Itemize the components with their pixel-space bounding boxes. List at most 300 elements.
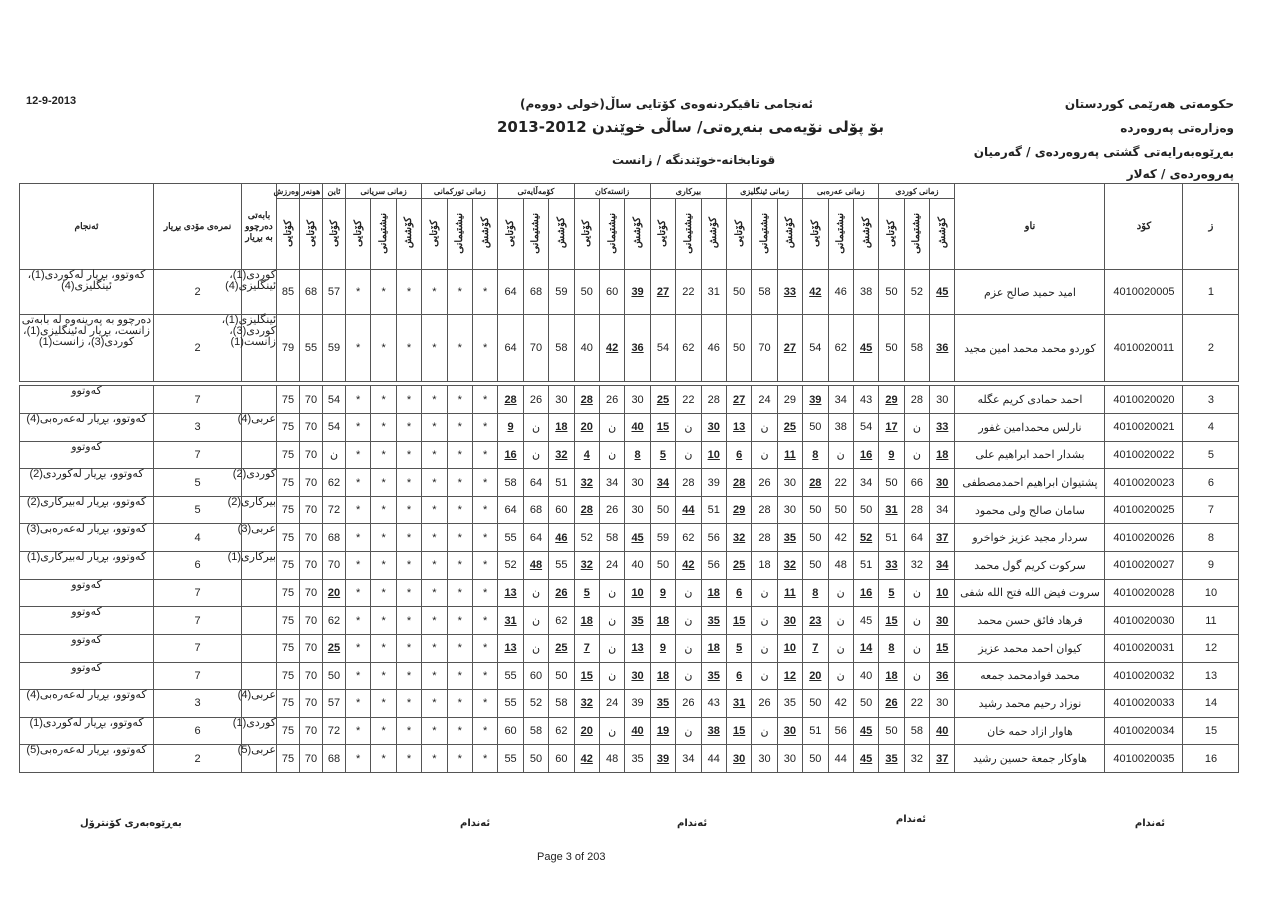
grade-cell: 28 [752,524,777,552]
grade-cell: * [371,270,396,315]
grade-cell: ن [752,607,777,635]
grade-cell: * [346,469,371,497]
row-seq: 6 [1183,469,1239,497]
row-result: كەوتوو [20,386,154,414]
grade-cell: 59 [323,315,346,382]
grade-cell: 30 [625,496,650,524]
grade-cell: * [472,441,497,469]
grade-cell: * [396,690,421,718]
grade-cell: 32 [574,552,599,580]
grade-cell: 29 [879,386,904,414]
grade-cell: 28 [904,496,929,524]
grade-cell: 9 [498,414,523,442]
signature-control-manager: بەڕێوەبەری كۆنترۆل [80,818,182,829]
row-result: دەرچوو بە پەرینەوە لە بابەتی زانست، بڕیار لەئینگلیزی(1)، كوردی(3)، زانست(1) [20,315,154,382]
grade-cell: 43 [701,690,726,718]
table-row [20,414,1239,442]
grade-cell: 39 [803,386,828,414]
row-decision-number: 7 [154,607,242,635]
grade-cell: 75 [277,496,300,524]
grade-cell: 5 [879,579,904,607]
grade-cell: * [422,552,447,580]
row-decision-number: 2 [154,270,242,315]
grade-cell: 62 [828,315,853,382]
grade-cell: 32 [574,469,599,497]
row-seq: 10 [1183,579,1239,607]
grade-cell: * [346,552,371,580]
row-name: سركوت كريم گول محمد [955,552,1105,580]
grade-cell: 51 [803,717,828,745]
col-sub-0: كۆشش [396,199,421,270]
grade-cell: 40 [853,662,878,690]
grade-cell: 75 [277,414,300,442]
signature-member-3: ئەندام [677,818,708,829]
grade-cell: * [422,414,447,442]
grade-cell: ن [828,607,853,635]
grade-cell: 32 [574,690,599,718]
grade-cell: 30 [777,607,802,635]
grade-cell: 48 [599,745,624,773]
grade-cell: 34 [853,469,878,497]
grade-cell: * [396,441,421,469]
grade-cell: 75 [277,634,300,662]
row-result: كەوتوو [20,607,154,635]
grade-cell: 20 [574,414,599,442]
grade-cell: 50 [803,524,828,552]
grade-cell: 64 [498,496,523,524]
row-code: 4010020027 [1105,552,1183,580]
grade-cell: 55 [498,690,523,718]
grade-cell: ن [752,441,777,469]
row-code: 4010020035 [1105,745,1183,773]
row-seq: 11 [1183,607,1239,635]
grade-cell: 15 [879,607,904,635]
grade-cell: 30 [625,662,650,690]
grade-cell: 7 [803,634,828,662]
grade-cell: 59 [549,270,574,315]
grade-cell: * [371,552,396,580]
grade-cell: 18 [752,552,777,580]
row-decision-number: 7 [154,386,242,414]
row-decision-number: 7 [154,579,242,607]
row-name: بشدار احمد ابراهيم علی [955,441,1105,469]
grade-cell: 8 [879,634,904,662]
grade-cell: 50 [879,717,904,745]
grade-cell: 58 [549,690,574,718]
grade-cell: * [472,717,497,745]
grade-cell: ن [904,414,929,442]
grade-cell: * [396,662,421,690]
grade-cell: ن [904,634,929,662]
row-decision-number: 3 [154,690,242,718]
grade-cell: * [346,524,371,552]
grade-cell: 56 [701,552,726,580]
table-row [20,662,1239,690]
row-decision-number: 3 [154,414,242,442]
grade-cell: ن [828,634,853,662]
grade-cell: ن [523,414,548,442]
col-code: كۆد [1105,184,1183,270]
grade-cell: * [447,414,472,442]
grade-cell: 40 [625,414,650,442]
row-result: كەوتوو، بڕیار لەعەرەبی(3) [20,524,154,552]
grade-cell: 45 [853,315,878,382]
grade-cell: * [447,496,472,524]
grade-cell: 70 [300,745,323,773]
grade-cell: 30 [777,469,802,497]
grade-cell: * [396,386,421,414]
col-sub-0: كۆشش [777,199,802,270]
grade-cell: 8 [803,579,828,607]
col-sub-2: كۆتایی [346,199,371,270]
grade-cell: 9 [879,441,904,469]
grade-cell: * [422,270,447,315]
grade-cell: ن [676,607,701,635]
col-subject: هونەر [300,184,323,199]
grade-cell: 18 [701,579,726,607]
table-row [20,607,1239,635]
grade-cell: 30 [701,414,726,442]
grade-cell: 45 [853,745,878,773]
grade-cell: 35 [701,662,726,690]
grade-cell: * [472,315,497,382]
col-sub-1: نیشتیمانی [676,199,701,270]
grade-cell: 4 [574,441,599,469]
col-sub-2: كۆتایی [803,199,828,270]
grade-cell: 40 [574,315,599,382]
ministry-name: وەزارەتی پەروەردە [1120,121,1234,135]
row-seq: 12 [1183,634,1239,662]
row-result: كەوتوو، بڕیار لەعەرەبی(4) [20,690,154,718]
grade-cell: 32 [549,441,574,469]
table-row [20,469,1239,497]
grade-cell: 28 [574,496,599,524]
grade-cell: 11 [777,441,802,469]
col-sub-0: كۆشش [472,199,497,270]
grade-cell: 75 [277,662,300,690]
grade-cell: 33 [930,414,955,442]
table-row [20,315,1239,382]
grade-cell: * [346,270,371,315]
grade-cell: 50 [879,315,904,382]
grade-cell: * [346,441,371,469]
grade-cell: 50 [549,662,574,690]
grade-cell: 52 [904,270,929,315]
table-row [20,745,1239,773]
grade-cell: 35 [650,690,675,718]
grade-cell: * [346,607,371,635]
grade-cell: 44 [676,496,701,524]
grade-cell: 35 [777,690,802,718]
grade-cell: 46 [701,315,726,382]
grade-cell: * [447,524,472,552]
grade-cell: 40 [625,717,650,745]
grade-cell: 56 [828,717,853,745]
grade-cell: 34 [930,552,955,580]
school-name: قوتابخانە-خوێندنگە / زانست [612,153,776,167]
grade-cell: * [422,607,447,635]
grade-cell: * [422,745,447,773]
grade-cell: ن [676,579,701,607]
row-code: 4010020028 [1105,579,1183,607]
grade-cell: 68 [523,270,548,315]
table-row [20,579,1239,607]
grade-cell: 50 [650,496,675,524]
col-sub-2: كۆتایی [422,199,447,270]
grade-cell: 68 [523,496,548,524]
grade-cell: ن [904,662,929,690]
table-row [20,441,1239,469]
grade-cell: 24 [599,552,624,580]
grade-cell: 60 [599,270,624,315]
grade-cell: 50 [803,552,828,580]
grade-cell: 30 [625,469,650,497]
row-code: 4010020025 [1105,496,1183,524]
row-code: 4010020033 [1105,690,1183,718]
grade-cell: * [472,745,497,773]
grade-cell: 46 [549,524,574,552]
grade-cell: 30 [777,717,802,745]
grade-cell: 28 [498,386,523,414]
grade-cell: 37 [930,745,955,773]
grade-cell: 56 [701,524,726,552]
grade-cell: 64 [904,524,929,552]
grade-cell: 70 [523,315,548,382]
grade-cell: * [371,662,396,690]
grade-cell: 45 [853,717,878,745]
row-failed-subjects: كوردی(1)، ئینگلیزی(4) [242,270,277,315]
row-decision-number: 4 [154,524,242,552]
row-name: كيوان احمد محمد عزيز [955,634,1105,662]
col-sub-final: كۆتایی [300,199,323,270]
grade-cell: 35 [625,607,650,635]
grade-cell: 28 [803,469,828,497]
report-title: ئەنجامی تاقیكردنەوەی كۆتایی ساڵ(خولی دووەم) [520,97,814,111]
row-decision-number: 5 [154,496,242,524]
table-row [20,386,1239,414]
row-result: كەوتوو [20,662,154,690]
grade-cell: ن [676,634,701,662]
grade-cell: * [396,579,421,607]
grade-cell: ن [752,717,777,745]
grade-cell: 70 [300,690,323,718]
grade-cell: 30 [777,745,802,773]
grade-cell: 38 [828,414,853,442]
grade-cell: 18 [701,634,726,662]
grade-cell: 64 [498,315,523,382]
grade-cell: 70 [752,315,777,382]
row-seq: 13 [1183,662,1239,690]
grade-cell: 22 [676,386,701,414]
grade-cell: ن [599,662,624,690]
grade-cell: 25 [650,386,675,414]
grade-cell: 44 [828,745,853,773]
row-code: 4010020032 [1105,662,1183,690]
grade-cell: 5 [650,441,675,469]
grade-cell: 60 [549,745,574,773]
grade-cell: 68 [300,270,323,315]
grade-cell: ن [676,717,701,745]
grade-cell: 10 [701,441,726,469]
grade-cell: 26 [752,469,777,497]
grade-cell: ن [752,634,777,662]
grade-cell: 36 [930,315,955,382]
row-result: كەوتوو، بڕیار لەبیركاری(1) [20,552,154,580]
row-failed-subjects: كوردی(2) [242,469,277,497]
grade-cell: 10 [930,579,955,607]
grade-cell: 30 [930,386,955,414]
table-row [20,524,1239,552]
grade-cell: 7 [574,634,599,662]
grade-cell: * [346,690,371,718]
row-seq: 3 [1183,386,1239,414]
row-decision-number: 7 [154,634,242,662]
grade-cell: 59 [650,524,675,552]
row-seq: 5 [1183,441,1239,469]
grade-cell: 58 [904,717,929,745]
grade-cell: 28 [904,386,929,414]
row-failed-subjects [242,662,277,690]
grade-cell: 48 [523,552,548,580]
row-failed-subjects [242,386,277,414]
table-row [20,552,1239,580]
row-code: 4010020030 [1105,607,1183,635]
grade-cell: 35 [777,524,802,552]
row-name: سامان صالح ولی محمود [955,496,1105,524]
grade-cell: * [371,469,396,497]
col-subject: كۆمەڵایەتی [498,184,574,199]
col-sub-0: كۆشش [930,199,955,270]
grade-cell: * [371,524,396,552]
grade-cell: 58 [523,717,548,745]
grade-cell: 24 [752,386,777,414]
row-seq: 16 [1183,745,1239,773]
grade-cell: ن [828,662,853,690]
row-decision-number: 6 [154,717,242,745]
government-name: حكومەتی هەرێمی كوردستان [1064,97,1234,111]
row-name: سروت فيض الله فتح الله شفی [955,579,1105,607]
grade-cell: 39 [701,469,726,497]
grade-cell: 26 [676,690,701,718]
grade-cell: * [472,414,497,442]
grade-cell: 34 [828,386,853,414]
grade-cell: 52 [853,524,878,552]
grade-cell: 45 [853,607,878,635]
col-subject: زمانی سریانی [346,184,422,199]
grade-cell: 19 [650,717,675,745]
grade-cell: 70 [300,579,323,607]
row-decision-number: 2 [154,745,242,773]
col-decision-number: نمرەی مۆدی بڕیار [154,184,242,270]
grade-cell: 34 [676,745,701,773]
grade-cell: 75 [277,579,300,607]
grade-cell: 85 [277,270,300,315]
col-subject: ئاین [323,184,346,199]
grade-cell: 8 [803,441,828,469]
grade-cell: 62 [676,315,701,382]
grade-cell: 58 [599,524,624,552]
grade-cell: 50 [803,745,828,773]
grade-cell: 50 [879,469,904,497]
row-result: كەوتوو [20,579,154,607]
grade-cell: 68 [323,745,346,773]
grade-cell: 34 [930,496,955,524]
row-result: كەوتوو، بڕیار لەكوردی(2) [20,469,154,497]
grade-cell: 75 [277,469,300,497]
row-result: كەوتوو، بڕیار لەعەرەبی(5) [20,745,154,773]
col-subject: وەرزش [277,184,300,199]
grade-cell: * [447,717,472,745]
grade-cell: 27 [777,315,802,382]
row-code: 4010020020 [1105,386,1183,414]
row-code: 4010020026 [1105,524,1183,552]
grade-cell: 57 [323,690,346,718]
grade-cell: 46 [828,270,853,315]
row-failed-subjects: عربی(4) [242,414,277,442]
grade-cell: * [396,717,421,745]
grade-cell: ن [323,441,346,469]
table-row [20,496,1239,524]
grade-cell: ن [599,579,624,607]
col-sub-0: كۆشش [701,199,726,270]
grade-cell: 34 [599,469,624,497]
grade-cell: 9 [650,579,675,607]
row-failed-subjects: عربی(4) [242,690,277,718]
grade-cell: * [472,552,497,580]
grade-cell: 27 [650,270,675,315]
col-sub-1: نیشتیمانی [371,199,396,270]
col-subject: زمانی كوردی [879,184,955,199]
grade-cell: * [346,579,371,607]
grade-cell: 13 [625,634,650,662]
row-name: محمد فوادمحمد جمعه [955,662,1105,690]
col-sub-0: كۆشش [549,199,574,270]
grade-cell: 22 [904,690,929,718]
row-seq: 1 [1183,270,1239,315]
grade-cell: 79 [277,315,300,382]
grade-cell: 30 [625,386,650,414]
grade-cell: * [371,717,396,745]
grade-cell: 10 [625,579,650,607]
col-sub-1: نیشتیمانی [599,199,624,270]
grade-cell: * [447,579,472,607]
grade-cell: 13 [498,634,523,662]
grade-cell: 18 [879,662,904,690]
grade-cell: 26 [879,690,904,718]
row-failed-subjects: عربی(3) [242,524,277,552]
report-date: 12-9-2013 [26,95,77,107]
grade-cell: 43 [853,386,878,414]
grade-cell: * [422,386,447,414]
row-name: فرهاد فائق حسن محمد [955,607,1105,635]
grade-cell: 28 [676,469,701,497]
row-seq: 7 [1183,496,1239,524]
col-name: ناو [955,184,1105,270]
row-seq: 8 [1183,524,1239,552]
grade-cell: * [371,496,396,524]
grade-cell: ن [828,579,853,607]
row-name: احمد حمادی كريم عگله [955,386,1105,414]
grade-cell: 72 [323,717,346,745]
grade-cell: 25 [323,634,346,662]
grade-cell: 50 [853,496,878,524]
grade-cell: 23 [803,607,828,635]
grade-cell: 50 [803,690,828,718]
grade-cell: 62 [549,717,574,745]
grade-cell: * [396,524,421,552]
grade-cell: 54 [803,315,828,382]
grade-cell: 18 [574,607,599,635]
